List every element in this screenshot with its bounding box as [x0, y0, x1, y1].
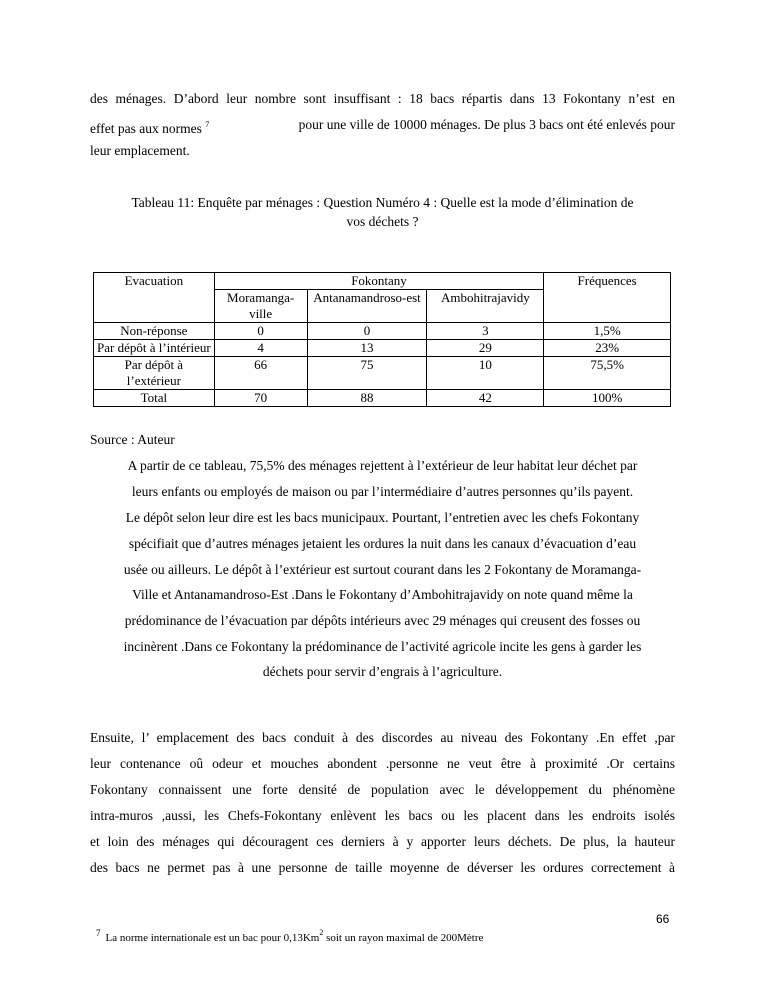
intro-line-2-part-a: effet pas aux normes $^7$ [90, 120, 210, 136]
cell-frequency: 1,5% [544, 323, 671, 340]
cell-frequency: 100% [544, 390, 671, 407]
cell-frequency: 75,5% [544, 357, 671, 390]
footnote-ref: 7 [205, 120, 210, 129]
cell-value: 10 [427, 357, 544, 390]
footnote [96, 925, 483, 946]
table-header-row [94, 273, 671, 290]
cell-value: 3 [427, 323, 544, 340]
survey-table [93, 272, 671, 407]
cell-value: 42 [427, 390, 544, 407]
paragraph2-line: intra-muros ,aussi, les Chefs-Fokontany enlèvent les bacs ou les placent dans les endroits isolés [90, 808, 675, 823]
cell-value: 75 [307, 357, 427, 390]
paragraph1-line: usée ou ailleurs. Le dépôt à l’extérieur est surtout courant dans les 2 Fokontany de Moramanga- [123, 562, 642, 577]
cell-value: 66 [214, 357, 307, 390]
table-caption-line-2: vos déchets ? [346, 214, 419, 229]
paragraph2-line: Fokontany connaissent une forte densité de population avec le développement du phénomène [90, 782, 675, 797]
paragraph1-line: prédominance de l’évacuation par dépôts intérieurs avec 29 ménages qui creusent des fosses ou [124, 613, 641, 628]
intro-line-1: des ménages. D’abord leur nombre sont insuffisant : 18 bacs répartis dans 13 Fokontany n’est en [90, 91, 675, 106]
page-number: 66 [656, 912, 670, 926]
header-ambohitrajavidy: Ambohitrajavidy [427, 290, 544, 323]
paragraph1-line: spécifiait que d’autres ménages jetaient les ordures la nuit dans les canaux d’évacuation d’eau [128, 536, 637, 551]
header-evacuation: Evacuation [94, 273, 215, 323]
table-row [94, 340, 671, 357]
paragraph2-line: leur contenance oû odeur et mouches abondent .personne ne veut être à proximité .Or certains [90, 756, 675, 771]
header-frequences: Fréquences [544, 273, 671, 323]
row-label: Total [94, 390, 215, 407]
table-row-total [94, 390, 671, 407]
cell-value: 29 [427, 340, 544, 357]
paragraph1-line: Ville et Antanamandroso-Est .Dans le Fokontany d’Ambohitrajavidy on note quand même la [132, 587, 633, 602]
paragraph1-line: incinèrent .Dans ce Fokontany la prédominance de l’activité agricole incite les gens à garder les [123, 639, 642, 654]
cell-value: 70 [214, 390, 307, 407]
paragraph2-line: des bacs ne permet pas à une personne de taille moyenne de déverser les ordures correctement à [90, 860, 675, 875]
table-row [94, 323, 671, 340]
intro-line-2 [90, 116, 675, 138]
cell-value: 13 [307, 340, 427, 357]
row-label: Par dépôt à l’intérieur [94, 340, 215, 357]
cell-value: 88 [307, 390, 427, 407]
table-source: Source : Auteur [90, 432, 175, 447]
row-label: Par dépôt à l’extérieur [94, 357, 215, 390]
table-caption-line-1: Tableau 11: Enquête par ménages : Question Numéro 4 : Quelle est la mode d’élimination de [131, 195, 634, 210]
paragraph1-line: Le dépôt selon leur dire est les bacs municipaux. Pourtant, l’entretien avec les chefs Fokontany [125, 510, 640, 525]
cell-value: 4 [214, 340, 307, 357]
paragraph1-line: leurs enfants ou employés de maison ou par l’intermédiaire d’autres personnes qu’ils payent. [131, 484, 634, 499]
paragraph2-line: et loin des ménages qui découragent ces derniers à y apporter leurs déchets. De plus, la hauteur [90, 834, 675, 849]
header-fokontany: Fokontany [214, 273, 544, 290]
cell-value: 0 [307, 323, 427, 340]
footnote-superscript: 2 [319, 928, 324, 937]
paragraph2-line: Ensuite, l’ emplacement des bacs conduit à des discordes au niveau des Fokontany .En effet ,par [90, 730, 675, 745]
footnote-text-before: La norme internationale est un bac pour 0,13Km [105, 932, 320, 944]
header-moramanga-ville: Moramanga-ville [214, 290, 307, 323]
row-label: Non-réponse [94, 323, 215, 340]
paragraph1-line: A partir de ce tableau, 75,5% des ménages rejettent à l’extérieur de leur habitat leur déchet par [127, 458, 638, 473]
intro-line-3: leur emplacement. [90, 143, 190, 158]
footnote-text-after: soit un rayon maximal de 200Mètre [323, 932, 484, 944]
cell-frequency: 23% [544, 340, 671, 357]
table-row [94, 357, 671, 390]
cell-value: 0 [214, 323, 307, 340]
footnote-mark: 7 [96, 928, 101, 938]
header-antanamandroso-est: Antanamandroso-est [307, 290, 427, 323]
intro-line-2-part-b: pour une ville de 10000 ménages. De plus 3 bacs ont été enlevés pour [298, 117, 675, 132]
paragraph1-line: déchets pour servir d’engrais à l’agriculture. [262, 664, 503, 679]
